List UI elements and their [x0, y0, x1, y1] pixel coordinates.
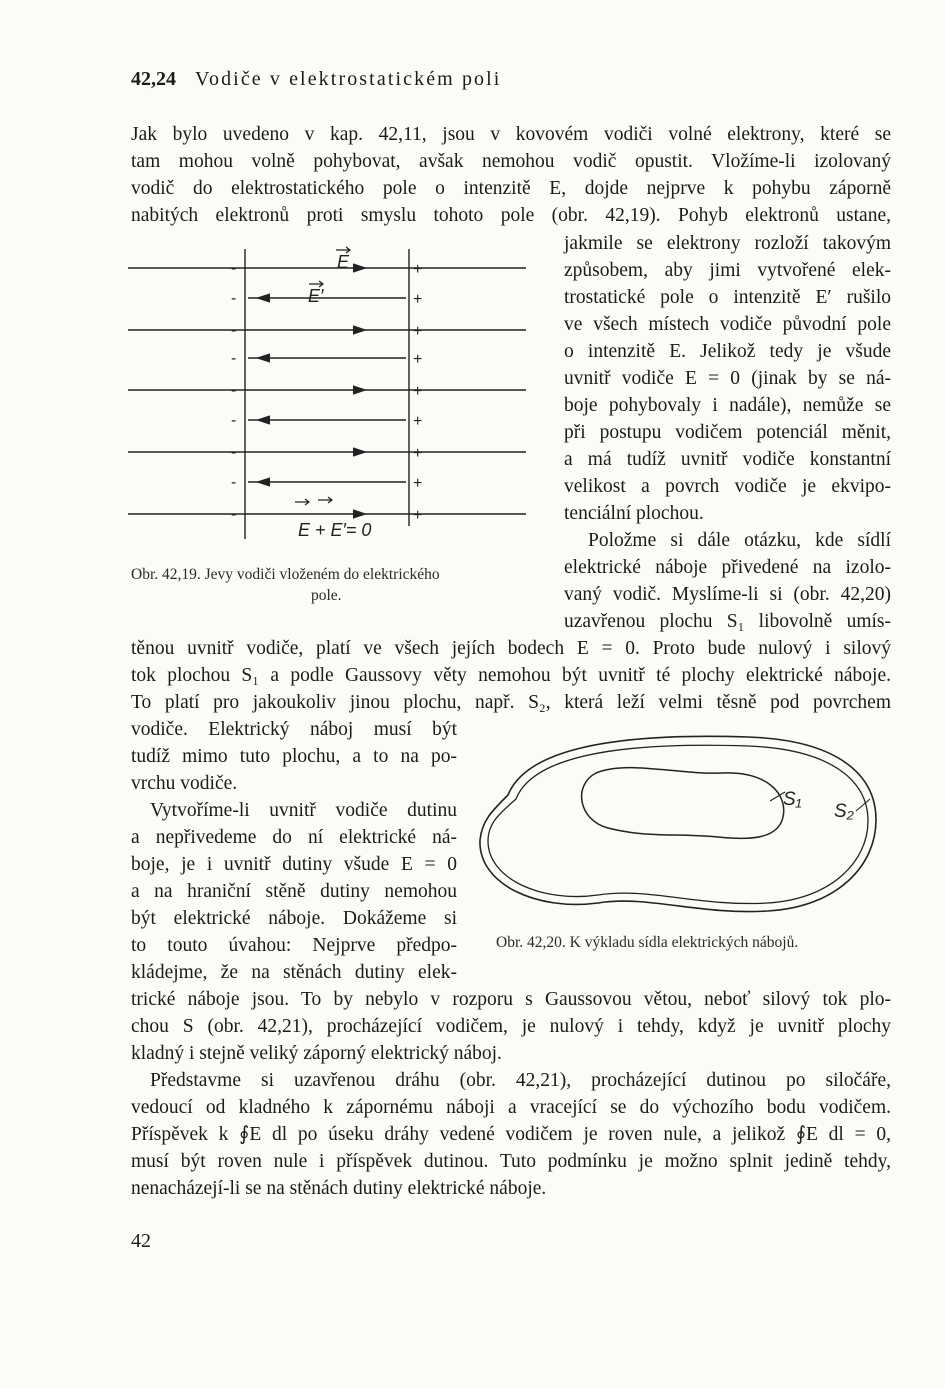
arrow-head [258, 478, 270, 486]
text-line: musí být roven nule i příspěvek dutinou. Tuto podmínku je možno splnit jedině tehdy, [131, 1151, 891, 1172]
text-line: o intenzitě E. Jelikož tedy je všude [564, 341, 891, 362]
figure-gauss-surfaces [478, 725, 878, 925]
vector-arrow [318, 497, 332, 503]
plus-charge: + [413, 383, 423, 400]
label-E-prime: E′ [308, 286, 324, 306]
text-line: tudíž mimo tuto plochu, a to na po- [131, 746, 457, 767]
minus-charge: - [231, 350, 237, 367]
text-line: a nepřivedeme do ní elektrické ná- [131, 827, 457, 848]
text-line: tok plochou S₁ a podle Gaussovy věty nemohou být uvnitř té plochy elektrické náboje. [131, 665, 891, 686]
minus-charge: - [231, 474, 237, 491]
text-line: vedoucí od kladného k zápornému náboji a vracející se do výchozího bodu vodičem. [131, 1097, 891, 1118]
plus-charge: + [413, 507, 423, 524]
section-title: Vodiče v elektrostatickém poli [195, 68, 502, 90]
page-number: 42 [131, 1230, 151, 1252]
minus-charge: - [231, 412, 237, 429]
plus-charge: + [413, 291, 423, 308]
plus-charge: + [413, 413, 423, 430]
text-line: Příspěvek k ∮E dl po úseku dráhy vedené vodičem je roven nule, a jelikož ∮E dl = 0, [131, 1124, 891, 1145]
plus-charge: + [413, 351, 423, 368]
text-line: být elektrické náboje. Dokážeme si [131, 908, 457, 929]
plus-charge: + [413, 261, 423, 278]
text-line: Jak bylo uvedeno v kap. 42,11, jsou v kovovém vodiči volné elektrony, které se [131, 124, 891, 145]
text-line: nenacházejí-li se na stěnách dutiny elektrické náboje. [131, 1178, 547, 1199]
minus-charge: - [231, 382, 237, 399]
text-line: uzavřenou plochu S₁ libovolně umís- [564, 611, 891, 632]
figure1-caption-line1: Obr. 42,19. Jevy vodiči vloženém do elektrického [131, 566, 440, 583]
text-line: při postupu vodičem potenciál měnit, [564, 422, 891, 443]
label-S1: S₁ [783, 789, 802, 810]
text-line: chou S (obr. 42,21), procházející vodičem, je nulový i tehdy, když je uvnitř plochy [131, 1016, 891, 1037]
arrow-head [353, 386, 365, 394]
arrow-head [258, 354, 270, 362]
label-S2: S₂ [834, 801, 854, 822]
minus-charge: - [231, 290, 237, 307]
text-line: nabitých elektronů proti smyslu tohoto pole (obr. 42,19). Pohyb elektronů ustane, [131, 205, 891, 226]
text-line: vodič do elektrostatického pole o intenzitě E, dojde nejprve k pohybu záporně [131, 178, 891, 199]
minus-charge: - [231, 260, 237, 277]
plus-charge: + [413, 445, 423, 462]
figure1-caption-line2: pole. [311, 587, 342, 604]
minus-charge: - [231, 444, 237, 461]
arrow-head [353, 264, 365, 272]
figure-conductor-in-field [128, 244, 528, 544]
text-line: a na hraniční stěně dutiny nemohou [131, 881, 457, 902]
text-line: boje pohybovaly i nadále), nemůže se [564, 395, 891, 416]
figure2-caption: Obr. 42,20. K výkladu sídla elektrických nábojů. [496, 934, 799, 951]
text-line: způsobem, aby jimi vytvořené elek- [564, 260, 891, 281]
text-line: vaný vodič. Myslíme-li si (obr. 42,20) [564, 584, 891, 605]
label-E: E [337, 252, 350, 272]
text-line: trostatické pole o intenzitě E′ rušilo [564, 287, 891, 308]
text-line: To platí pro jakoukoliv jinou plochu, např. S₂, která leží velmi těsně pod povrchem [131, 692, 891, 713]
label-E-sum-zero: E + E′= 0 [298, 520, 372, 540]
arrow-head [258, 416, 270, 424]
text-line: a má tudíž uvnitř vodiče konstantní [564, 449, 891, 470]
text-line: kladný i stejně veliký záporný elektrický náboj. [131, 1043, 502, 1064]
text-line: jakmile se elektrony rozloží takovým [564, 233, 891, 254]
section-header [131, 68, 501, 91]
arrow-head [353, 448, 365, 456]
arrow-head [353, 510, 365, 518]
text-line: Vytvoříme-li uvnitř vodiče dutinu [150, 800, 457, 821]
minus-charge: - [231, 322, 237, 339]
leader-S2 [856, 799, 870, 811]
text-line: ve všech místech vodiče původní pole [564, 314, 891, 335]
text-line: kládejme, že na stěnách dutiny elek- [131, 962, 457, 983]
text-line: vodiče. Elektrický náboj musí být [131, 719, 457, 740]
text-line: elektrické náboje přivedené na izolo- [564, 557, 891, 578]
section-number: 42,24 [131, 68, 176, 90]
text-line: vrchu vodiče. [131, 773, 238, 794]
text-line: velikost a povrch vodiče je ekvipo- [564, 476, 891, 497]
plus-charge: + [413, 323, 423, 340]
text-line: Položme si dále otázku, kde sídlí [588, 530, 891, 551]
text-line: trické náboje jsou. To by nebylo v rozporu s Gaussovou větou, neboť silový tok plo- [131, 989, 891, 1010]
arrow-head [353, 326, 365, 334]
text-line: to touto úvahou: Nejprve předpo- [131, 935, 457, 956]
surface-S2 [488, 745, 868, 903]
plus-charge: + [413, 475, 423, 492]
text-line: tenciální plochou. [564, 503, 704, 524]
text-line: těnou uvnitř vodiče, platí ve všech jejích bodech E = 0. Proto bude nulový i silový [131, 638, 891, 659]
vector-arrow [295, 499, 309, 505]
minus-charge: - [231, 506, 237, 523]
surface-S1 [582, 768, 784, 839]
text-line: uvnitř vodiče E = 0 (jinak by se ná- [564, 368, 891, 389]
text-line: tam mohou volně pohybovat, avšak nemohou vodič opustit. Vložíme-li izolovaný [131, 151, 891, 172]
text-line: boje, je i uvnitř dutiny všude E = 0 [131, 854, 457, 875]
conductor-outline [480, 736, 876, 911]
arrow-head [258, 294, 270, 302]
text-line: Představme si uzavřenou dráhu (obr. 42,21), procházející dutinou po siločáře, [150, 1070, 891, 1091]
